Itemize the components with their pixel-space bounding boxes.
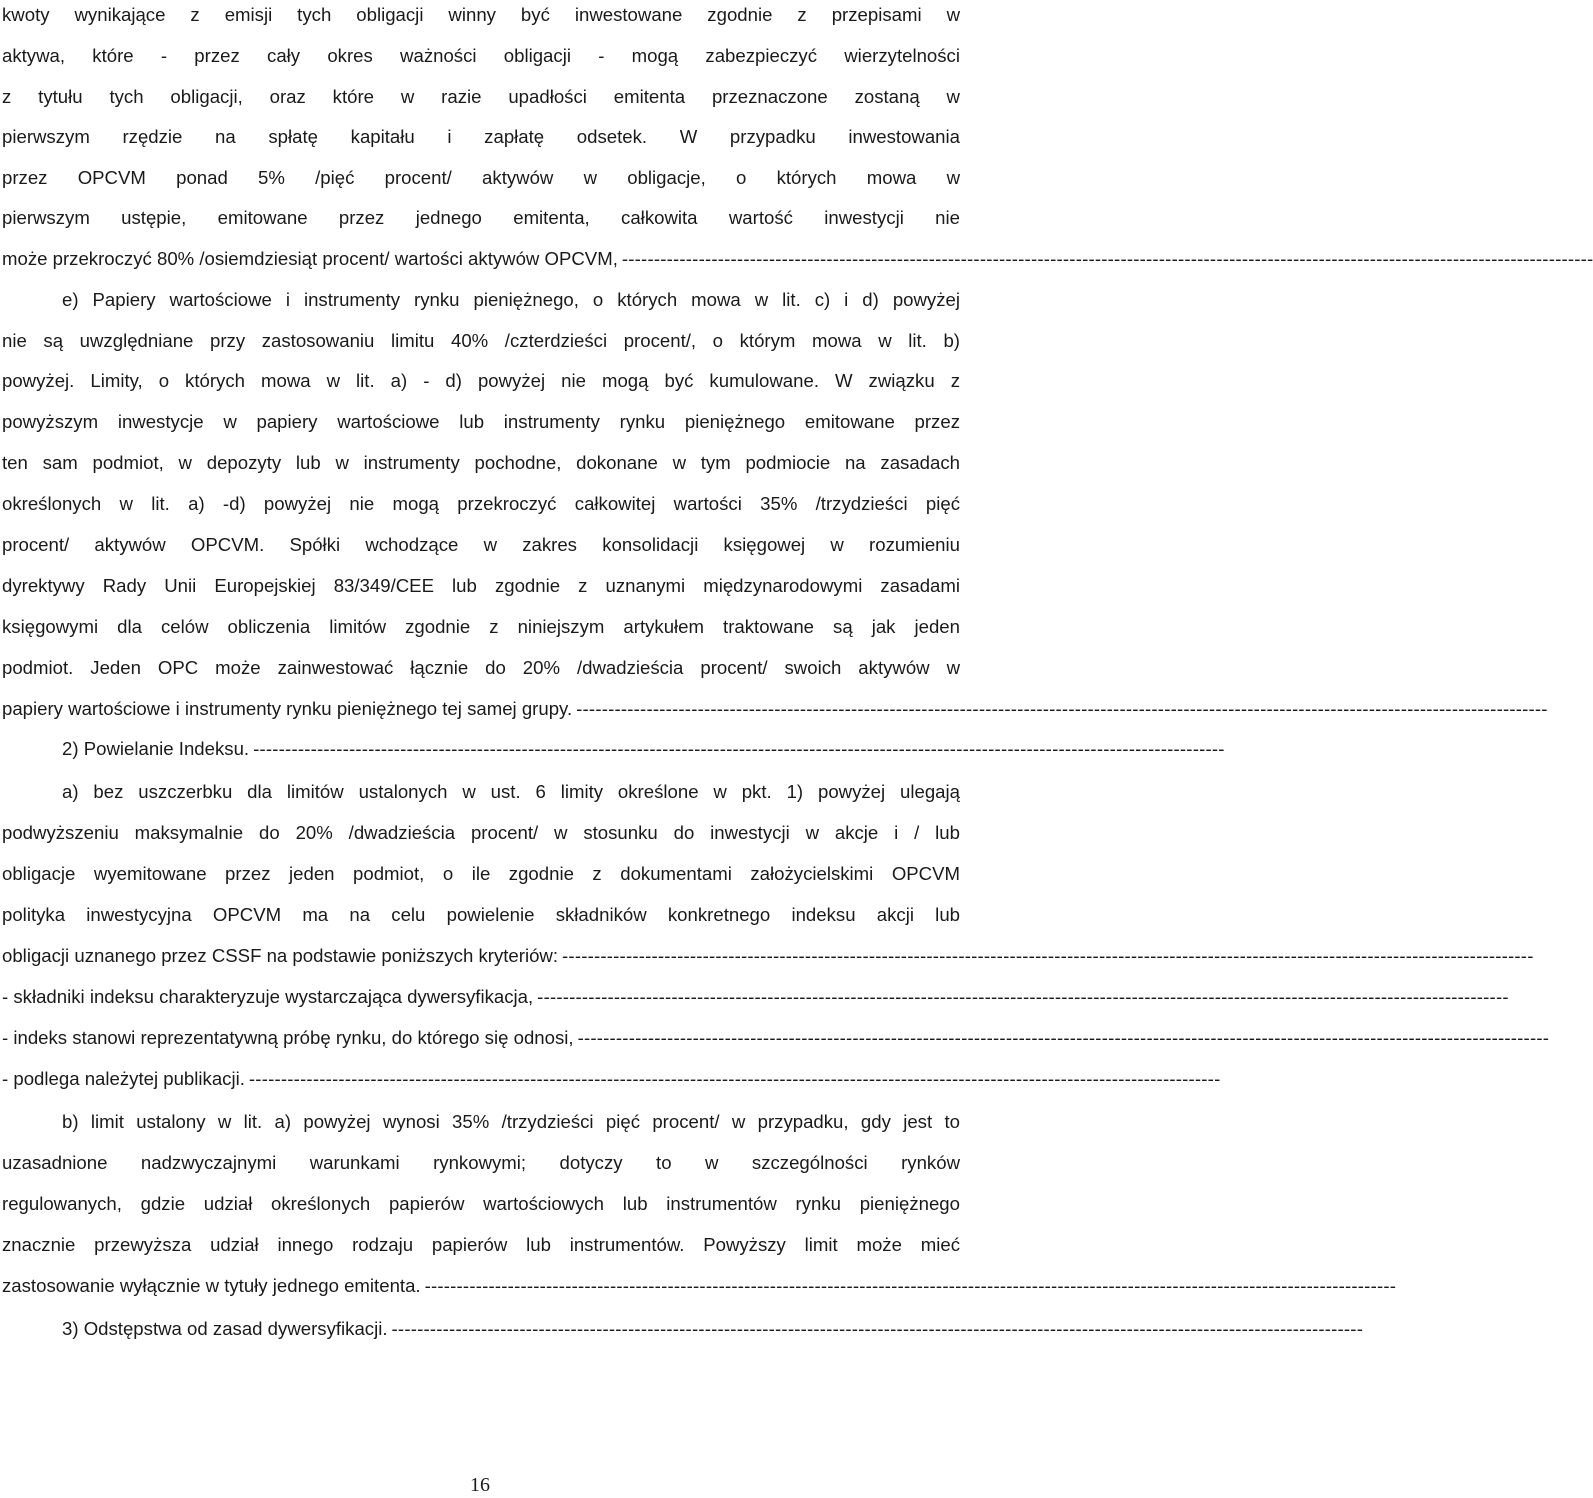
text-line-16: księgowymi dla celów obliczenia limitów zgodnie z niniejszym artykułem traktowane są jak jeden	[2, 616, 960, 637]
section-heading-3-text: 3) Odstępstwa od zasad dywersyfikacji.	[62, 1318, 388, 1339]
text-line-10: powyżej. Limity, o których mowa w lit. a) - d) powyżej nie mogą być kumulowane. W związku z	[2, 370, 960, 391]
criterion-line-1-text: - składniki indeksu charakteryzuje wystarczająca dywersyfikacja,	[2, 986, 534, 1007]
paragraph-e-line-1: e) Papiery wartościowe i instrumenty rynku pieniężnego, o których mowa w lit. c) i d) powyżej	[62, 289, 960, 310]
criterion-line-3	[2, 1064, 1221, 1094]
text-line-32	[2, 1271, 1397, 1301]
text-line-12: ten sam podmiot, w depozyty lub w instrumenty pochodne, dokonane w tym podmiocie na zasadach	[2, 452, 960, 473]
text-line-21: podwyższeniu maksymalnie do 20% /dwadzieścia procent/ w stosunku do inwestycji w akcje i / lub	[2, 822, 960, 843]
page-number: 16	[470, 1474, 490, 1496]
dash-filler: --------------------------------------------------------------------------------------------------------------------------------------------------------	[621, 248, 1593, 269]
criterion-line-2	[2, 1023, 1550, 1053]
text-line-7	[2, 244, 1593, 274]
text-line-23: polityka inwestycyjna OPCVM ma na celu powielenie składników konkretnego indeksu akcji lub	[2, 904, 960, 925]
text-line-18	[2, 694, 1548, 724]
text-line-29: uzasadnione nadzwyczajnymi warunkami rynkowymi; dotyczy to w szczególności rynków	[2, 1152, 960, 1173]
text-line-9: nie są uwzględniane przy zastosowaniu limitu 40% /czterdzieści procent/, o którym mowa w lit. b)	[2, 330, 960, 351]
dash-filler: --------------------------------------------------------------------------------------------------------------------------------------------------------	[577, 1027, 1550, 1048]
dash-filler: --------------------------------------------------------------------------------------------------------------------------------------------------------	[391, 1318, 1364, 1339]
text-line-18-text: papiery wartościowe i instrumenty rynku pieniężnego tej samej grupy.	[2, 698, 573, 719]
paragraph-a-line-1: a) bez uszczerbku dla limitów ustalonych w ust. 6 limity określone w pkt. 1) powyżej ulegają	[62, 781, 960, 802]
text-line-15: dyrektywy Rady Unii Europejskiej 83/349/CEE lub zgodnie z uznanymi międzynarodowymi zasadami	[2, 575, 960, 596]
text-line-32-text: zastosowanie wyłącznie w tytuły jednego emitenta.	[2, 1275, 421, 1296]
text-line-6: pierwszym ustępie, emitowane przez jednego emitenta, całkowita wartość inwestycji nie	[2, 207, 960, 228]
text-line-3: z tytułu tych obligacji, oraz które w razie upadłości emitenta przeznaczone zostaną w	[2, 86, 960, 107]
text-line-2: aktywa, które - przez cały okres ważności obligacji - mogą zabezpieczyć wierzytelności	[2, 45, 960, 66]
text-line-4: pierwszym rzędzie na spłatę kapitału i zapłatę odsetek. W przypadku inwestowania	[2, 126, 960, 147]
text-line-11: powyższym inwestycje w papiery wartościowe lub instrumenty rynku pieniężnego emitowane przez	[2, 411, 960, 432]
section-heading-2	[62, 734, 1225, 764]
dash-filler: --------------------------------------------------------------------------------------------------------------------------------------------------------	[537, 986, 1509, 1007]
dash-filler: --------------------------------------------------------------------------------------------------------------------------------------------------------	[424, 1275, 1397, 1296]
dash-filler: --------------------------------------------------------------------------------------------------------------------------------------------------------	[576, 698, 1548, 719]
text-line-7-text: może przekroczyć 80% /osiemdziesiąt procent/ wartości aktywów OPCVM,	[2, 248, 618, 269]
text-line-1: kwoty wynikające z emisji tych obligacji winny być inwestowane zgodnie z przepisami w	[2, 4, 960, 25]
text-line-14: procent/ aktywów OPCVM. Spółki wchodzące w zakres konsolidacji księgowej w rozumieniu	[2, 534, 960, 555]
section-heading-3	[62, 1314, 1364, 1344]
text-line-24-text: obligacji uznanego przez CSSF na podstawie poniższych kryteriów:	[2, 945, 559, 966]
text-line-31: znacznie przewyższa udział innego rodzaju papierów lub instrumentów. Powyższy limit może mieć	[2, 1234, 960, 1255]
text-line-5: przez OPCVM ponad 5% /pięć procent/ aktywów w obligacje, o których mowa w	[2, 167, 960, 188]
text-line-13: określonych w lit. a) -d) powyżej nie mogą przekroczyć całkowitej wartości 35% /trzydzieści pięć	[2, 493, 960, 514]
paragraph-b-line-1: b) limit ustalony w lit. a) powyżej wynosi 35% /trzydzieści pięć procent/ w przypadku, gdy jest to	[62, 1111, 960, 1132]
text-line-24	[2, 941, 1534, 971]
criterion-line-2-text: - indeks stanowi reprezentatywną próbę rynku, do którego się odnosi,	[2, 1027, 574, 1048]
criterion-line-1	[2, 982, 1509, 1012]
text-line-17: podmiot. Jeden OPC może zainwestować łącznie do 20% /dwadzieścia procent/ swoich aktywów w	[2, 657, 960, 678]
dash-filler: --------------------------------------------------------------------------------------------------------------------------------------------------------	[248, 1068, 1221, 1089]
dash-filler: --------------------------------------------------------------------------------------------------------------------------------------------------------	[253, 738, 1225, 759]
dash-filler: --------------------------------------------------------------------------------------------------------------------------------------------------------	[562, 945, 1534, 966]
section-heading-2-text: 2) Powielanie Indeksu.	[62, 738, 250, 759]
text-line-30: regulowanych, gdzie udział określonych papierów wartościowych lub instrumentów rynku pieniężnego	[2, 1193, 960, 1214]
text-line-22: obligacje wyemitowane przez jeden podmiot, o ile zgodnie z dokumentami założycielskimi OPCVM	[2, 863, 960, 884]
criterion-line-3-text: - podlega należytej publikacji.	[2, 1068, 245, 1089]
